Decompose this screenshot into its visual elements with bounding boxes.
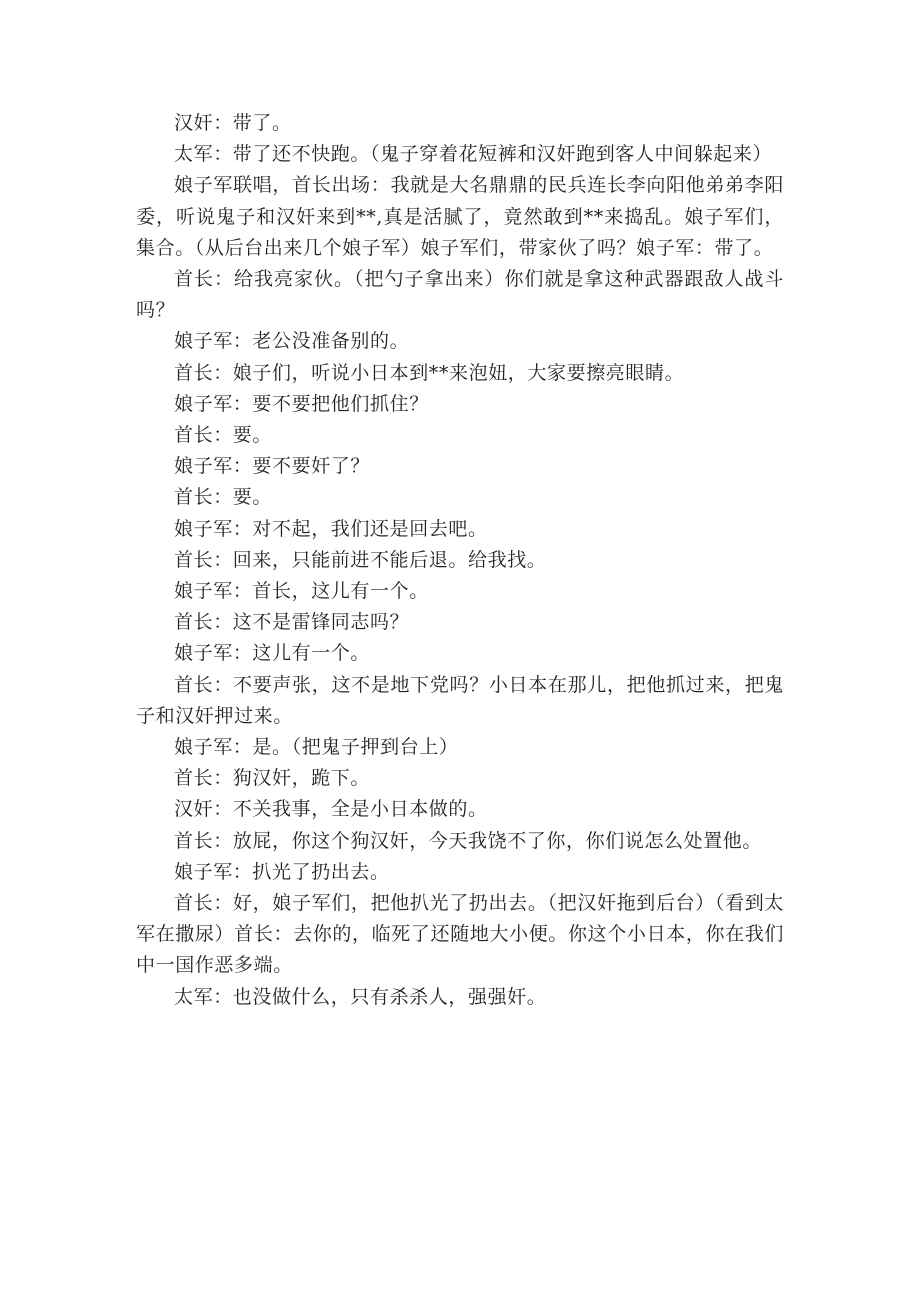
paragraph: 首长：娘子们，听说小日本到**来泡妞，大家要擦亮眼睛。 — [174, 361, 685, 384]
paragraph: 娘子军：要不要把他们抓住？ — [174, 392, 429, 415]
paragraph: 太军：也没做什么，只有杀杀人，强强奸。 — [174, 985, 547, 1008]
paragraph: 太军：带了还不快跑。（鬼子穿着花短裤和汉奸跑到客人中间躲起来） — [174, 143, 773, 166]
paragraph: 首长：要。 — [174, 424, 273, 447]
paragraph: 首长：要。 — [174, 486, 273, 509]
document-body — [136, 108, 784, 1013]
paragraph: 首长：好，娘子军们，把他扒光了扔出去。（把汉奸拖到后台）（看到太军在撒尿）首长：去你的，临死了还随地大小便。你这个小日本，你在我们中一国作恶多端。 — [136, 892, 784, 977]
paragraph: 首长：回来，只能前进不能后退。给我找。 — [174, 548, 547, 571]
paragraph: 首长：不要声张，这不是地下党吗？小日本在那儿，把他抓过来，把鬼子和汉奸押过来。 — [136, 673, 784, 727]
paragraph: 首长：狗汉奸，跪下。 — [174, 767, 371, 790]
paragraph: 娘子军：老公没准备别的。 — [174, 330, 410, 353]
paragraph: 娘子军：要不要奸了？ — [174, 455, 371, 478]
paragraph: 娘子军：这儿有一个。 — [174, 642, 371, 665]
paragraph: 娘子军：首长，这儿有一个。 — [174, 580, 429, 603]
paragraph: 娘子军：是。（把鬼子押到台上） — [174, 736, 459, 759]
paragraph: 娘子军联唱，首长出场：我就是大名鼎鼎的民兵连长李向阳他弟弟李阳委，听说鬼子和汉奸来到**,真是活腻了，竟然敢到**来捣乱。娘子军们，集合。（从后台出来几个娘子军）娘子军们，带家伙了吗？娘子军：带了。 — [136, 174, 784, 259]
paragraph: 首长：给我亮家伙。（把勺子拿出来）你们就是拿这种武器跟敌人战斗吗？ — [136, 268, 784, 322]
paragraph: 娘子军：对不起，我们还是回去吧。 — [174, 517, 488, 540]
paragraph: 汉奸：带了。 — [174, 112, 292, 134]
paragraph: 娘子军：扒光了扔出去。 — [174, 860, 390, 883]
paragraph: 首长：放屁，你这个狗汉奸，今天我饶不了你，你们说怎么处置他。 — [174, 829, 763, 852]
paragraph: 首长：这不是雷锋同志吗？ — [174, 611, 410, 634]
paragraph: 汉奸：不关我事，全是小日本做的。 — [174, 798, 488, 821]
